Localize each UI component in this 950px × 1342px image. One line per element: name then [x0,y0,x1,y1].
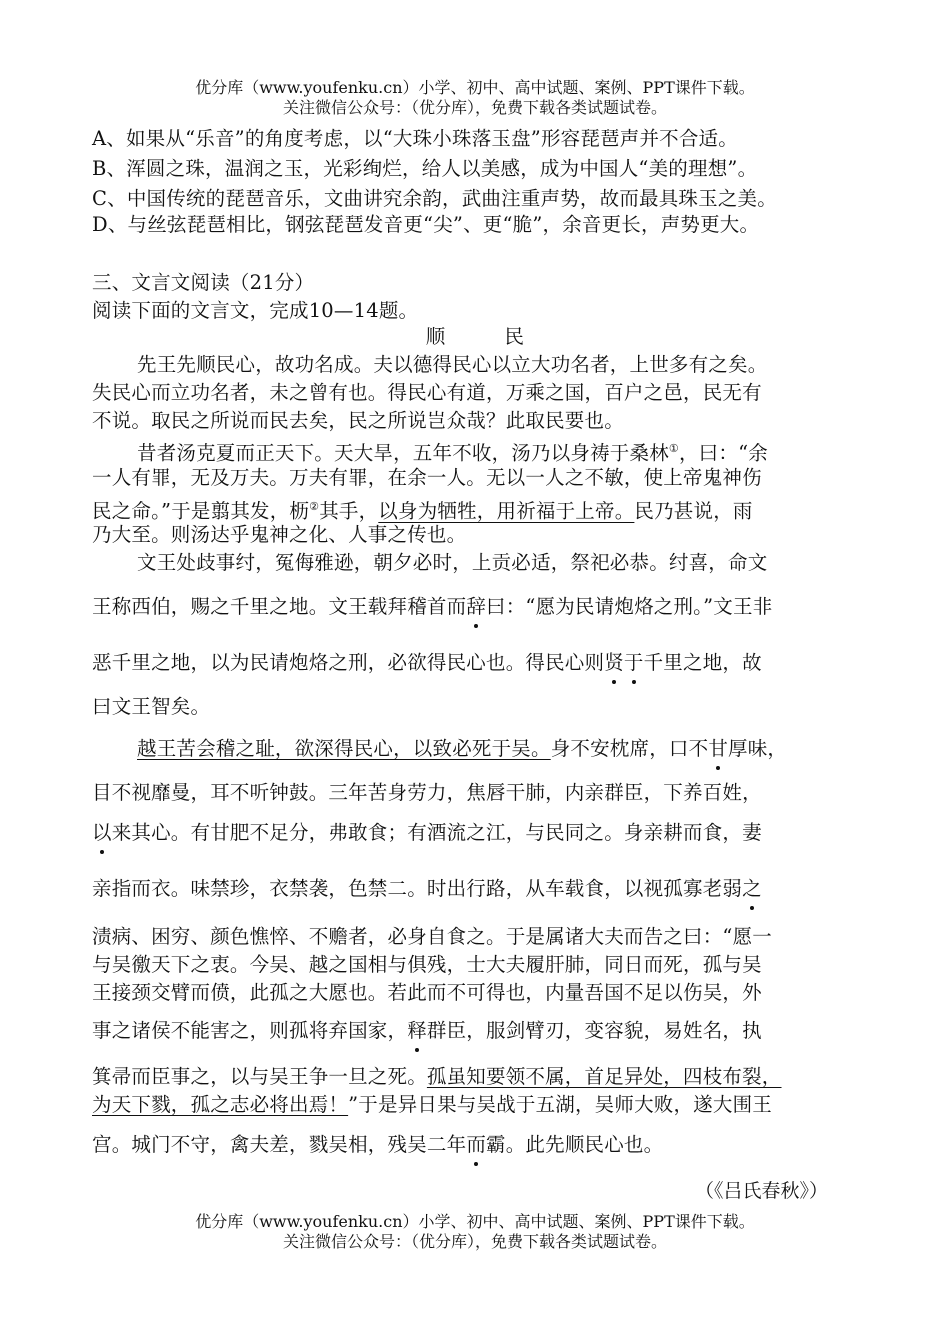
source-citation: （《吕氏春秋》） [694,1180,828,1202]
option-b: B、浑圆之珠，温润之玉，光彩绚烂，给人以美感，成为中国人“美的理想”。 [92,157,758,180]
text-span: 民乃甚说，雨 [634,499,753,523]
text-line: 文王处歧事纣，冤侮雅逊，朝夕必时，上贡必适，祭祀必恭。纣喜，命文 [137,551,768,574]
footer-line-1: 优分库（www.youfenku.cn）小学、初中、高中试题、案例、PPT课件下载。 [195,1212,755,1231]
text-line: 失民心而立功名者，未之曾有也。得民心有道，万乘之国，百户之邑，民无有 [92,381,762,404]
text-span: 恶千里之地，以为民请炮烙之刑，必欲得民心也。得民心则 [92,651,605,674]
text-span: 厚味， [728,737,788,760]
text-span: 宫。城门不守，禽夫差，戮吴相，残吴二年 [92,1133,467,1156]
text-line [137,736,787,762]
underlined-sentence: 孤虽知要领不属，首足异处，四枝布裂， [426,1065,782,1088]
text-span: ”于是异日果与吴战于五湖，吴师大败，遂大围王 [348,1093,772,1116]
text-line: 渍病、困穷、颜色憔悴、不赡者，必身自食之。于是属诸大夫而告之曰：“愿一 [92,925,772,948]
dotted-char: 之 [742,877,762,900]
text-span: 亲指而衣。味禁珍，衣禁袭，色禁二。时出行路，从车载食，以视孤寡老弱 [92,877,743,900]
text-line: 目不视靡曼，耳不听钟鼓。三年苦身劳力，焦唇干肺，内亲群臣，下养百姓， [92,781,762,804]
dotted-char: 甘 [708,737,729,760]
underlined-sentence: 以身为牺牲，用祈福于上帝。 [378,499,635,523]
text-span: ，曰：“余 [678,441,768,465]
text-span: 霸。此先顺民心也。 [486,1133,664,1156]
option-d: D、与丝弦琵琶相比，钢弦琵琶发音更“尖”、更“脆”，余音更长，声势更大。 [92,213,760,236]
footer-line-2: 关注微信公众号：（优分库），免费下载各类试题试卷。 [282,1232,667,1251]
text-line: 曰文王智矣。 [92,695,211,718]
footnote-marker: ① [668,442,679,455]
passage-title: 顺 民 [425,325,525,348]
text-line [92,494,753,525]
footnote-marker: ② [309,500,320,513]
text-span: 曰：“愿为民请炮烙之刑。”文王非 [486,595,773,618]
text-span: 身不安枕席，口不 [550,737,709,760]
option-a: A、如果从“乐音”的角度考虑，以“大珠小珠落玉盘”形容琵琶声并不合适。 [92,127,738,150]
text-line: 不说。取民之所说而民去矣，民之所说岂众哉？此取民要也。 [92,409,624,432]
text-line [137,436,768,467]
dotted-char: 而 [466,1133,487,1156]
text-span: 昔者汤克夏而正天下。天大旱，五年不收，汤乃以身祷于桑林 [137,441,669,465]
dotted-char: 贤 [604,651,624,674]
text-line [92,650,762,676]
section-heading: 三、文言文阅读（21分） [92,271,315,294]
text-span: 群臣，服剑臂刃，变容貌，易姓名，执 [426,1019,762,1042]
text-line [92,1092,772,1118]
underlined-sentence: 越王苦会稽之耻，欲深得民心，以致必死于吴。 [137,737,551,760]
text-line [92,594,772,620]
text-line [92,1132,663,1158]
text-line: 先王先顺民心，故功名成。夫以德得民心以立大功名者，上世多有之矣。 [137,353,768,376]
text-line: 与吴徼天下之衷。今吴、越之国相与俱残，士大夫履肝肺，同日而死，孤与吴 [92,953,762,976]
option-c: C、中国传统的琵琶音乐，文曲讲究余韵，武曲注重声势，故而最具珠玉之美。 [92,187,777,210]
dotted-char: 辞 [466,595,487,618]
text-span: 王称西伯，赐之千里之地。文王载拜稽首而 [92,595,467,618]
text-span: 来其心。有甘肥不足分，弗敢食；有酒流之江，与民同之。身亲耕而食，妻 [111,821,762,844]
text-line: 王接颈交臂而偾，此孤之大愿也。若此而不可得也，内量吾国不足以伤吴，外 [92,981,762,1004]
header-line-2: 关注微信公众号：（优分库），免费下载各类试题试卷。 [282,98,667,117]
dotted-char: 于 [623,651,644,674]
dotted-char: 以 [92,821,112,844]
text-line: 乃大至。则汤达乎鬼神之化、人事之传也。 [92,523,467,546]
text-line [92,1064,782,1090]
text-line [92,820,762,846]
text-span: 其手， [319,499,379,523]
text-line [92,876,762,902]
text-line: 一人有罪，无及万夫。万夫有罪，在余一人。无以一人之不敏，使上帝鬼神伤 [92,466,762,489]
text-line [92,1018,762,1044]
text-span: 箕帚而臣事之，以与吴王争一旦之死。 [92,1065,427,1088]
dotted-char: 释 [407,1019,427,1042]
text-span: 事之诸侯不能害之，则孤将弃国家， [92,1019,408,1042]
text-span: 民之命。”于是翦其发，枥 [92,499,310,523]
header-line-1: 优分库（www.youfenku.cn）小学、初中、高中试题、案例、PPT课件下载。 [195,78,755,97]
text-span: 千里之地，故 [643,651,762,674]
instruction: 阅读下面的文言文，完成10—14题。 [92,299,419,322]
underlined-sentence: 为天下戮，孤之志必将出焉！ [92,1093,349,1116]
